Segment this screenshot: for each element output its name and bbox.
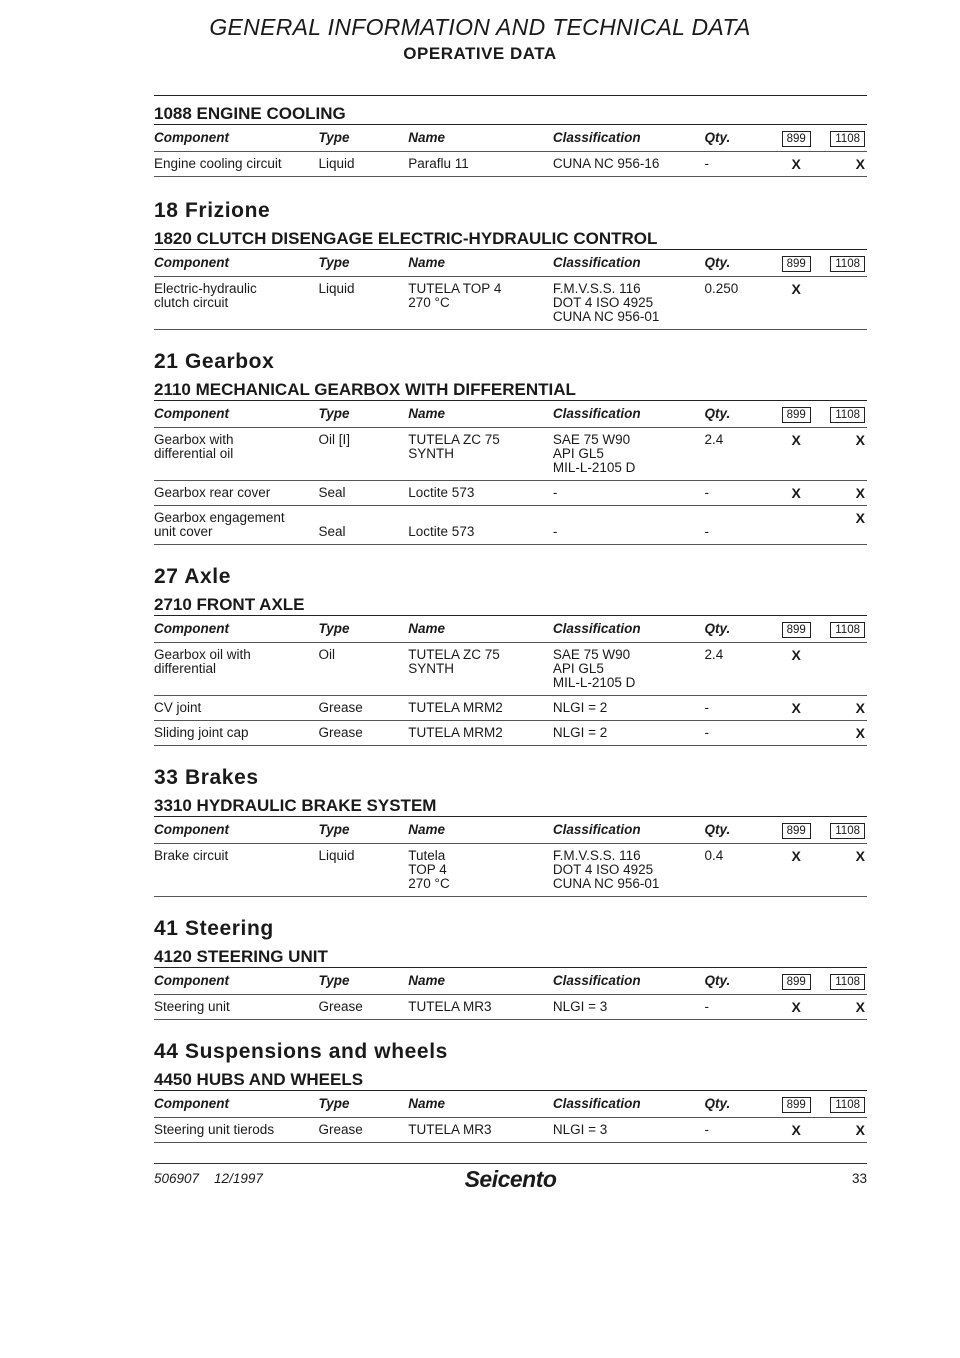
model-899-badge: 899 — [782, 256, 811, 272]
cell-component: CV joint — [154, 700, 202, 715]
cell-classification: NLGI = 2 — [552, 725, 608, 740]
cell-component: Steering unit tierods — [154, 1122, 275, 1137]
cell-899-mark — [772, 511, 820, 539]
col-classification-header: Classification — [552, 255, 641, 270]
cell-899-mark: X — [791, 485, 801, 501]
cell-qty: - — [704, 725, 709, 740]
col-name-header: Name — [408, 255, 446, 270]
model-1108-badge: 1108 — [830, 256, 865, 272]
cell-type: Grease — [318, 700, 363, 715]
cell-qty: 2.4 — [704, 432, 724, 447]
section-title: 27 Axle — [154, 565, 231, 588]
col-classification-header: Classification — [552, 1096, 641, 1111]
model-899-badge: 899 — [782, 823, 811, 839]
col-name-header: Name — [408, 621, 446, 636]
cell-qty: - — [704, 700, 709, 715]
col-type-header: Type — [318, 255, 350, 270]
table-header-row — [154, 967, 867, 995]
table-header-row — [154, 816, 867, 844]
col-component-header: Component — [154, 255, 229, 270]
section-subtitle: 2710 FRONT AXLE — [154, 595, 305, 614]
cell-name: TUTELA MRM2 — [408, 700, 503, 715]
cell-type: Liquid — [318, 281, 355, 296]
cell-qty: 0.250 — [704, 281, 739, 296]
model-1108-badge: 1108 — [830, 1097, 865, 1113]
model-899-badge: 899 — [782, 407, 811, 423]
page-subtitle: OPERATIVE DATA — [403, 44, 557, 63]
model-899-badge: 899 — [782, 1097, 811, 1113]
fluids-table — [154, 615, 867, 746]
cell-type: Grease — [318, 999, 363, 1014]
cell-component: Gearbox oil with differential — [154, 647, 251, 676]
cell-name: TUTELA ZC 75 SYNTH — [408, 647, 500, 676]
section-subtitle: 1820 CLUTCH DISENGAGE ELECTRIC-HYDRAULIC CONTROL — [154, 229, 658, 248]
cell-1108-mark: X — [855, 999, 865, 1015]
cell-1108-mark: X — [855, 485, 865, 501]
cell-qty: 0.4 — [704, 848, 724, 863]
col-type-header: Type — [318, 406, 350, 421]
cell-type: Oil — [318, 647, 336, 662]
cell-qty: - — [704, 1122, 709, 1137]
col-name-header: Name — [408, 973, 446, 988]
col-qty-header: Qty. — [704, 822, 731, 837]
col-classification-header: Classification — [552, 130, 641, 145]
page-header — [0, 14, 960, 64]
col-component-header: Component — [154, 822, 229, 837]
cell-component: Sliding joint cap — [154, 725, 249, 740]
cell-name: Loctite 573 — [408, 524, 475, 539]
cell-name: Loctite 573 — [408, 485, 475, 500]
model-899-badge: 899 — [782, 622, 811, 638]
cell-1108-mark: X — [855, 848, 865, 864]
model-1108-badge: 1108 — [830, 974, 865, 990]
col-type-header: Type — [318, 130, 350, 145]
col-classification-header: Classification — [552, 621, 641, 636]
cell-899-mark: X — [791, 281, 801, 297]
table-row — [154, 643, 867, 696]
document-code: 506907 12/1997 — [154, 1171, 263, 1186]
col-classification-header: Classification — [552, 406, 641, 421]
cell-name: Paraflu 11 — [408, 156, 469, 171]
table-row — [154, 152, 867, 177]
top-divider — [154, 95, 867, 96]
cell-type: Grease — [318, 725, 363, 740]
section-title: 33 Brakes — [154, 766, 259, 789]
section-subtitle: 4450 HUBS AND WHEELS — [154, 1070, 364, 1089]
cell-component: Steering unit — [154, 999, 230, 1014]
fluids-table — [154, 1090, 867, 1143]
fluids-table — [154, 400, 867, 545]
col-component-header: Component — [154, 406, 229, 421]
cell-classification: NLGI = 3 — [552, 999, 608, 1014]
section-suspensions — [154, 1040, 867, 1143]
col-qty-header: Qty. — [704, 973, 731, 988]
section-title: 21 Gearbox — [154, 350, 275, 373]
col-name-header: Name — [408, 130, 446, 145]
cell-name: Tutela TOP 4 270 °C — [408, 848, 450, 891]
col-qty-header: Qty. — [704, 255, 731, 270]
cell-1108-mark: X — [855, 432, 865, 448]
col-component-header: Component — [154, 1096, 229, 1111]
col-name-header: Name — [408, 822, 446, 837]
cell-classification: SAE 75 W90 API GL5 MIL-L-2105 D — [552, 647, 636, 690]
col-qty-header: Qty. — [704, 130, 731, 145]
model-899-badge: 899 — [782, 974, 811, 990]
cell-1108-mark: X — [855, 510, 865, 526]
section-gearbox — [154, 350, 867, 545]
col-classification-header: Classification — [552, 822, 641, 837]
cell-name: TUTELA MR3 — [408, 999, 492, 1014]
section-subtitle: 4120 STEERING UNIT — [154, 947, 328, 966]
col-component-header: Component — [154, 973, 229, 988]
cell-type: Grease — [318, 1122, 363, 1137]
section-title: 18 Frizione — [154, 199, 271, 222]
cell-component: Electric-hydraulic clutch circuit — [154, 281, 257, 310]
table-row — [154, 481, 867, 506]
page-title: GENERAL INFORMATION AND TECHNICAL DATA — [209, 14, 751, 40]
cell-1108-mark: X — [855, 700, 865, 716]
table-row — [154, 277, 867, 330]
model-899-badge: 899 — [782, 131, 811, 147]
cell-component: Gearbox with differential oil — [154, 432, 234, 461]
cell-899-mark: X — [791, 432, 801, 448]
table-row — [154, 696, 867, 721]
col-qty-header: Qty. — [704, 406, 731, 421]
cell-1108-mark: X — [855, 156, 865, 172]
cell-classification: CUNA NC 956-16 — [552, 156, 660, 171]
cell-component: Engine cooling circuit — [154, 156, 282, 171]
cell-name: TUTELA ZC 75 SYNTH — [408, 432, 500, 461]
cell-type: Seal — [318, 485, 346, 500]
col-type-header: Type — [318, 621, 350, 636]
table-row — [154, 1118, 867, 1143]
table-header-row — [154, 615, 867, 643]
cell-899-mark: X — [791, 647, 801, 663]
cell-name: TUTELA MR3 — [408, 1122, 492, 1137]
brand-logo: Seicento — [464, 1166, 557, 1192]
fluids-table — [154, 967, 867, 1020]
cell-899-mark: X — [791, 1122, 801, 1138]
cell-component: Brake circuit — [154, 848, 229, 863]
fluids-table — [154, 249, 867, 330]
col-type-header: Type — [318, 822, 350, 837]
fluids-table — [154, 124, 867, 177]
col-name-header: Name — [408, 1096, 446, 1111]
cell-qty: - — [704, 156, 709, 171]
cell-classification: - — [552, 524, 558, 539]
cell-899-mark — [772, 726, 820, 740]
table-row — [154, 844, 867, 897]
section-clutch — [154, 199, 867, 330]
col-type-header: Type — [318, 973, 350, 988]
section-title: 44 Suspensions and wheels — [154, 1040, 448, 1063]
section-subtitle: 3310 HYDRAULIC BRAKE SYSTEM — [154, 796, 437, 815]
table-header-row — [154, 124, 867, 152]
col-qty-header: Qty. — [704, 621, 731, 636]
cell-qty: - — [704, 999, 709, 1014]
cell-type: Liquid — [318, 848, 355, 863]
model-1108-badge: 1108 — [830, 622, 865, 638]
cell-name: TUTELA TOP 4 270 °C — [408, 281, 502, 310]
section-title: 41 Steering — [154, 917, 274, 940]
cell-899-mark: X — [791, 700, 801, 716]
section-steering — [154, 917, 867, 1020]
cell-qty: - — [704, 485, 709, 500]
table-header-row — [154, 400, 867, 428]
col-name-header: Name — [408, 406, 446, 421]
fluids-table — [154, 816, 867, 897]
cell-classification: - — [552, 485, 558, 500]
model-1108-badge: 1108 — [830, 131, 865, 147]
cell-899-mark: X — [791, 999, 801, 1015]
cell-classification: NLGI = 2 — [552, 700, 608, 715]
cell-type: Seal — [318, 524, 346, 539]
document-body — [154, 95, 867, 1143]
page-number: 33 — [851, 1171, 867, 1186]
col-classification-header: Classification — [552, 973, 641, 988]
cell-1108-mark: X — [855, 725, 865, 741]
section-subtitle: 2110 MECHANICAL GEARBOX WITH DIFFERENTIAL — [154, 380, 576, 399]
section-subtitle: 1088 ENGINE COOLING — [154, 104, 346, 123]
cell-component: Gearbox engagement unit cover — [154, 510, 285, 539]
table-row — [154, 428, 867, 481]
model-1108-badge: 1108 — [830, 823, 865, 839]
table-row — [154, 995, 867, 1020]
cell-1108-mark — [820, 648, 867, 690]
section-brakes — [154, 766, 867, 897]
cell-899-mark: X — [791, 156, 801, 172]
cell-type: Liquid — [318, 156, 355, 171]
table-row — [154, 721, 867, 746]
section-axle — [154, 565, 867, 746]
cell-1108-mark — [820, 282, 867, 324]
table-header-row — [154, 1090, 867, 1118]
cell-type: Oil [I] — [318, 432, 351, 447]
cell-classification: NLGI = 3 — [552, 1122, 608, 1137]
page-footer — [154, 1163, 867, 1200]
cell-qty: - — [704, 524, 709, 539]
col-type-header: Type — [318, 1096, 350, 1111]
col-component-header: Component — [154, 621, 229, 636]
cell-component: Gearbox rear cover — [154, 485, 271, 500]
model-1108-badge: 1108 — [830, 407, 865, 423]
cell-name: TUTELA MRM2 — [408, 725, 503, 740]
col-component-header: Component — [154, 130, 229, 145]
cell-classification: F.M.V.S.S. 116 DOT 4 ISO 4925 CUNA NC 956-01 — [552, 281, 660, 324]
col-qty-header: Qty. — [704, 1096, 731, 1111]
cell-classification: F.M.V.S.S. 116 DOT 4 ISO 4925 CUNA NC 956-01 — [552, 848, 660, 891]
table-header-row — [154, 249, 867, 277]
cell-qty: 2.4 — [704, 647, 724, 662]
section-engine-cooling — [154, 104, 867, 177]
table-row — [154, 506, 867, 545]
cell-899-mark: X — [791, 848, 801, 864]
cell-1108-mark: X — [855, 1122, 865, 1138]
cell-classification: SAE 75 W90 API GL5 MIL-L-2105 D — [552, 432, 636, 475]
